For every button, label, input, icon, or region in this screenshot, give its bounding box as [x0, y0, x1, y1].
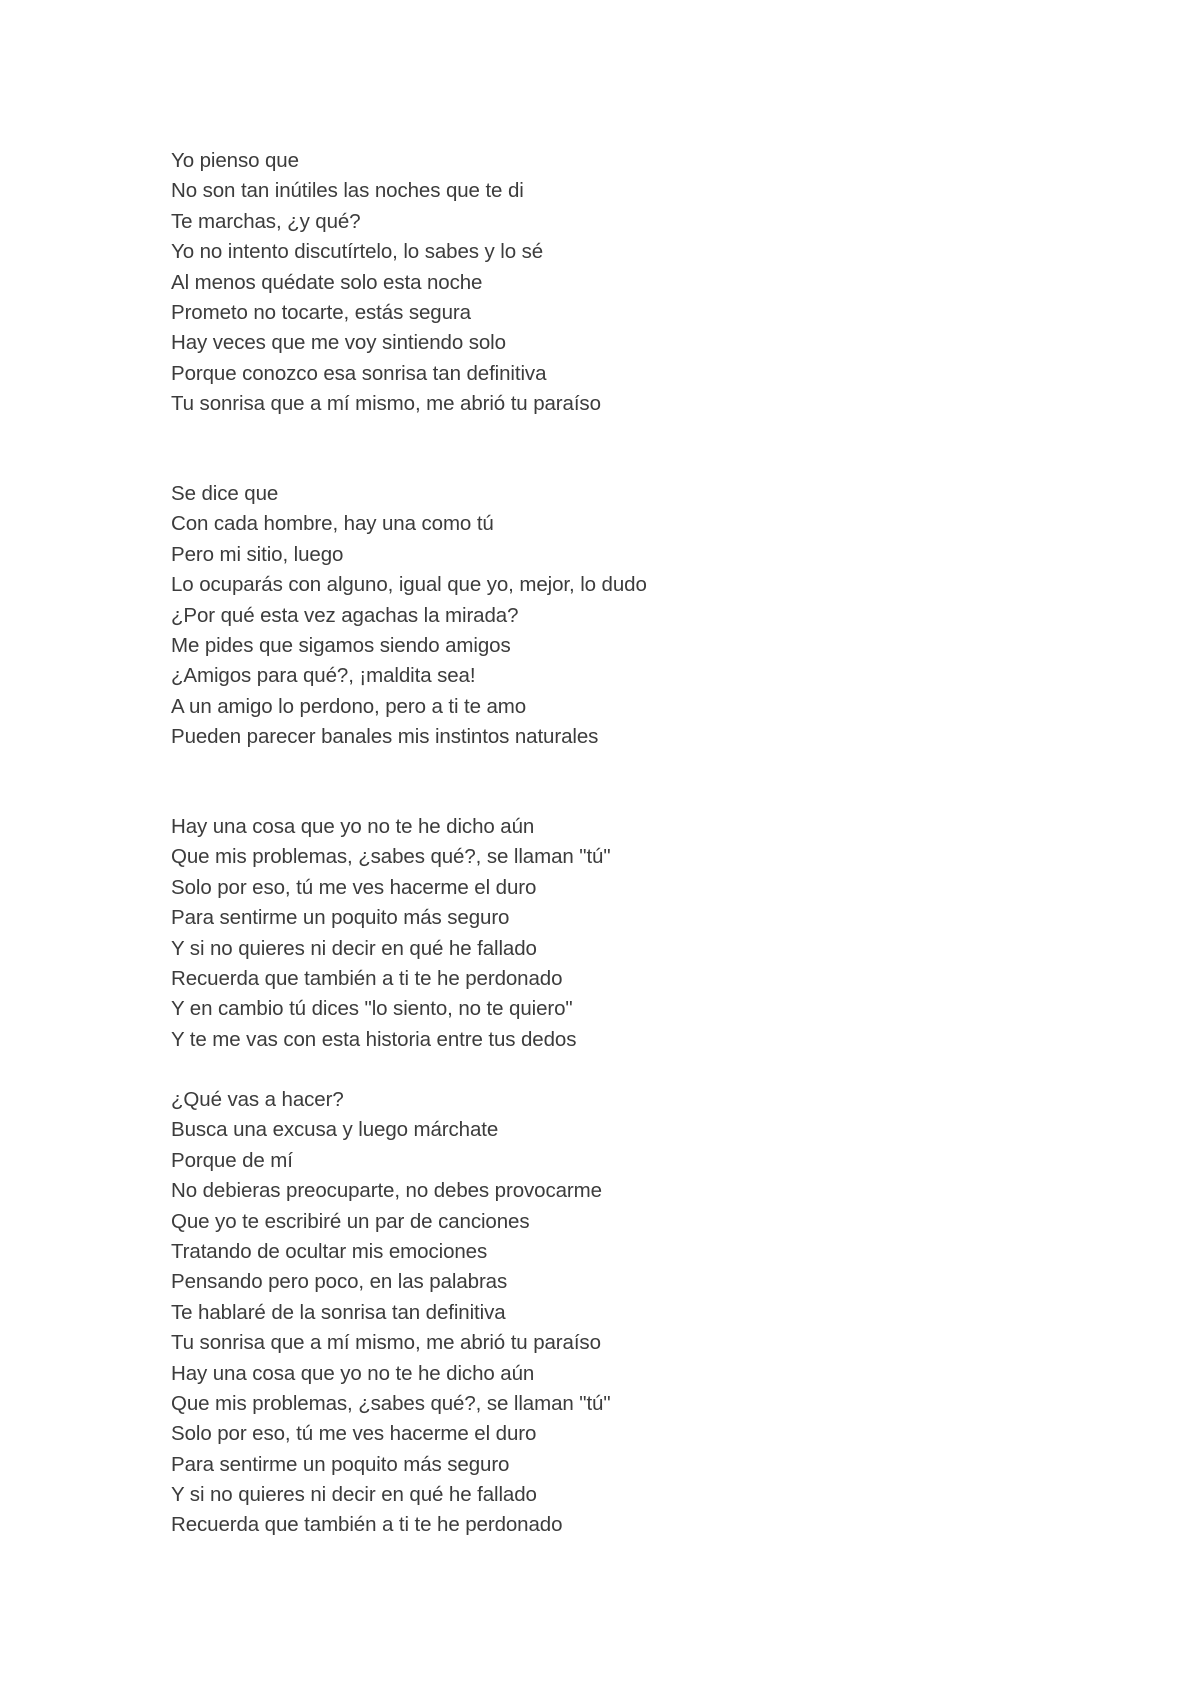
lyric-line: Y si no quieres ni decir en qué he fallado	[171, 1483, 537, 1507]
lyric-line: Tratando de ocultar mis emociones	[171, 1239, 488, 1263]
stanza-3	[171, 812, 1071, 1055]
lyric-line: Solo por eso, tú me ves hacerme el duro	[171, 1422, 537, 1446]
lyric-line: Busca una excusa y luego márchate	[171, 1118, 499, 1142]
lyric-line: Yo pienso que	[171, 149, 299, 172]
lyric-line: Pueden parecer banales mis instintos naturales	[171, 725, 599, 749]
lyric-line: Para sentirme un poquito más seguro	[171, 906, 510, 930]
lyric-line: Te marchas, ¿y qué?	[171, 209, 361, 233]
stanza-1	[171, 146, 1071, 420]
lyric-line: Porque conozco esa sonrisa tan definitiva	[171, 361, 547, 385]
lyric-line: Hay una cosa que yo no te he dicho aún	[171, 1361, 535, 1385]
lyric-line: ¿Por qué esta vez agachas la mirada?	[171, 603, 519, 627]
lyric-line: Al menos quédate solo esta noche	[171, 270, 483, 294]
lyric-line: Y en cambio tú dices "lo siento, no te quiero"	[171, 997, 573, 1021]
lyric-line: Tu sonrisa que a mí mismo, me abrió tu paraíso	[171, 392, 601, 416]
lyric-line: Y si no quieres ni decir en qué he fallado	[171, 936, 537, 960]
lyric-line: Te hablaré de la sonrisa tan definitiva	[171, 1300, 506, 1324]
lyric-line: Lo ocuparás con alguno, igual que yo, mejor, lo dudo	[171, 573, 647, 597]
lyric-line: Me pides que sigamos siendo amigos	[171, 633, 511, 657]
lyric-line: Pensando pero poco, en las palabras	[171, 1270, 508, 1294]
lyric-line: Con cada hombre, hay una como tú	[171, 512, 494, 536]
lyric-line: Recuerda que también a ti te he perdonado	[171, 1513, 563, 1537]
lyric-line: Se dice que	[171, 482, 279, 505]
lyric-line: No son tan inútiles las noches que te di	[171, 179, 524, 203]
lyric-line: No debieras preocuparte, no debes provocarme	[171, 1179, 602, 1203]
lyric-line: Yo no intento discutírtelo, lo sabes y lo sé	[171, 240, 544, 264]
lyric-line: Para sentirme un poquito más seguro	[171, 1452, 510, 1476]
lyric-line: ¿Qué vas a hacer?	[171, 1088, 344, 1111]
lyric-line: Prometo no tocarte, estás segura	[171, 300, 471, 324]
lyric-line: Recuerda que también a ti te he perdonado	[171, 966, 563, 990]
lyric-line: Tu sonrisa que a mí mismo, me abrió tu paraíso	[171, 1331, 601, 1355]
lyric-line: Que mis problemas, ¿sabes qué?, se llaman "tú"	[171, 1391, 611, 1415]
lyric-line: Solo por eso, tú me ves hacerme el duro	[171, 875, 537, 899]
lyric-line: ¿Amigos para qué?, ¡maldita sea!	[171, 664, 476, 688]
lyric-line: A un amigo lo perdono, pero a ti te amo	[171, 694, 527, 718]
lyric-line: Hay veces que me voy sintiendo solo	[171, 331, 506, 355]
lyric-line: Porque de mí	[171, 1148, 293, 1172]
stanza-2	[171, 479, 1071, 753]
stanza-4	[171, 1085, 1071, 1541]
lyric-line: Que yo te escribiré un par de canciones	[171, 1209, 530, 1233]
lyric-line: Hay una cosa que yo no te he dicho aún	[171, 815, 535, 838]
lyric-line: Que mis problemas, ¿sabes qué?, se llaman "tú"	[171, 845, 611, 869]
lyric-line: Y te me vas con esta historia entre tus dedos	[171, 1027, 577, 1051]
lyric-line: Pero mi sitio, luego	[171, 542, 344, 566]
